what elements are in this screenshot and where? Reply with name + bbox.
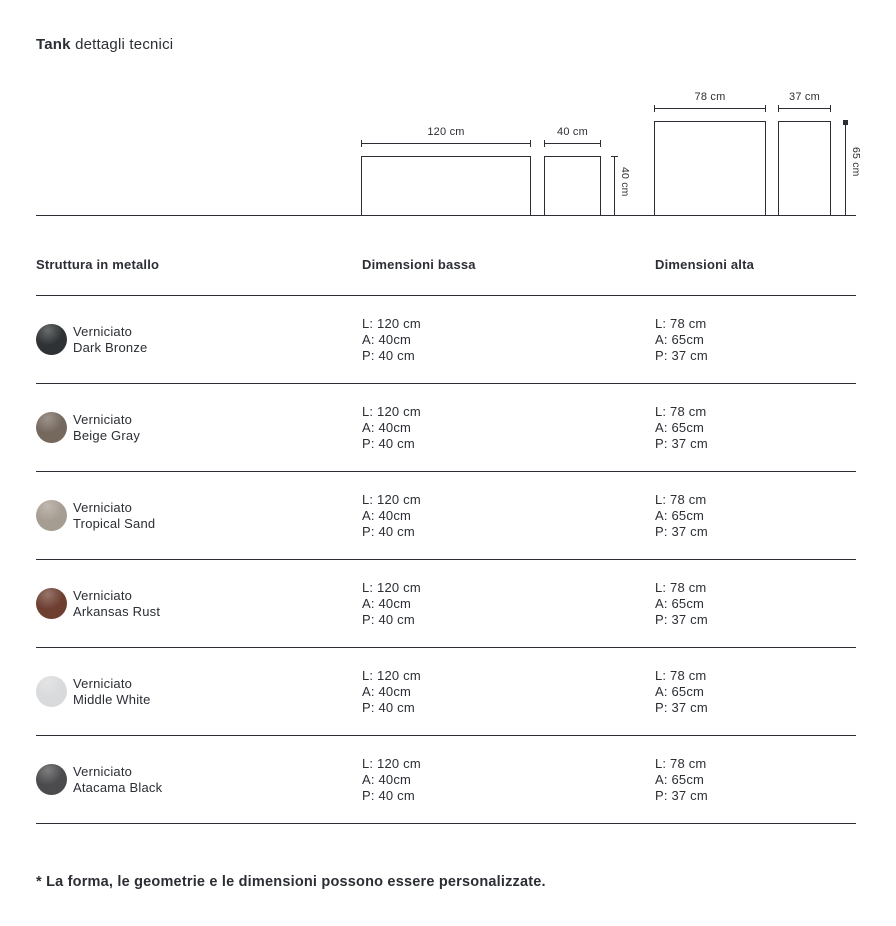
- dim-a: A: 40cm: [362, 595, 412, 611]
- dim-a: A: 40cm: [362, 507, 412, 523]
- header-dimensioni-alta: Dimensioni alta: [655, 257, 755, 272]
- dim-l: L: 78 cm: [655, 315, 707, 331]
- table-header-row: [36, 248, 856, 296]
- dimensions-bassa: [362, 580, 655, 628]
- table-row: [36, 560, 856, 648]
- dim-label-tall-depth: 37 cm: [789, 91, 820, 103]
- dim-p: P: 37 cm: [655, 699, 708, 715]
- dim-p: P: 40 cm: [362, 699, 415, 715]
- color-name: Atacama Black: [73, 779, 163, 795]
- finish-type: Verniciato: [73, 411, 133, 427]
- dim-line-low-depth: [544, 143, 601, 144]
- finish-cell: [36, 500, 362, 532]
- dim-label-tall-width: 78 cm: [694, 91, 726, 103]
- dim-label-low-width: 120 cm: [427, 126, 465, 138]
- customization-footnote: * La forma, le geometrie e le dimensioni possono essere personalizzate.: [36, 874, 546, 890]
- color-swatch: [36, 412, 67, 443]
- finish-label: [73, 588, 160, 620]
- low-version-front-outline: [361, 156, 531, 216]
- dimensions-alta: [655, 492, 856, 540]
- color-swatch: [36, 676, 67, 707]
- dim-l: L: 120 cm: [362, 403, 421, 419]
- dim-p: P: 40 cm: [362, 347, 415, 363]
- dim-l: L: 78 cm: [655, 403, 707, 419]
- dim-label-tall-height: 65 cm: [850, 147, 862, 177]
- finish-type: Verniciato: [73, 323, 133, 339]
- dimensions-bassa: [362, 404, 655, 452]
- table-row: [36, 296, 856, 384]
- tall-version-side-outline: [778, 121, 831, 216]
- finish-type: Verniciato: [73, 587, 133, 603]
- finish-type: Verniciato: [73, 499, 133, 515]
- dim-l: L: 120 cm: [362, 755, 421, 771]
- finish-cell: [36, 324, 362, 356]
- dim-l: L: 78 cm: [655, 755, 707, 771]
- finish-cell: [36, 588, 362, 620]
- dim-line-tall-width: [654, 108, 766, 109]
- dim-p: P: 40 cm: [362, 523, 415, 539]
- dim-l: L: 120 cm: [362, 579, 421, 595]
- header-dimensioni-bassa: Dimensioni bassa: [362, 257, 476, 272]
- dim-l: L: 78 cm: [655, 491, 707, 507]
- finish-label: [73, 324, 147, 356]
- finish-type: Verniciato: [73, 675, 133, 691]
- dim-p: P: 37 cm: [655, 787, 708, 803]
- dim-p: P: 40 cm: [362, 435, 415, 451]
- color-swatch: [36, 764, 67, 795]
- dim-line-low-width: [361, 143, 531, 144]
- table-row: [36, 736, 856, 824]
- dimensions-bassa: [362, 492, 655, 540]
- dim-a: A: 65cm: [655, 595, 705, 611]
- dim-line-low-height: [614, 156, 615, 216]
- dim-p: P: 37 cm: [655, 523, 708, 539]
- finish-label: [73, 676, 151, 708]
- product-name: Tank: [36, 36, 71, 53]
- dim-a: A: 65cm: [655, 507, 705, 523]
- dimensions-alta: [655, 580, 856, 628]
- dimensions-alta: [655, 668, 856, 716]
- color-name: Middle White: [73, 691, 151, 707]
- tall-version-front-outline: [654, 121, 766, 216]
- title-suffix: dettagli tecnici: [70, 36, 174, 53]
- dimensions-bassa: [362, 316, 655, 364]
- finish-cell: [36, 676, 362, 708]
- finish-cell: [36, 764, 362, 796]
- low-version-side-outline: [544, 156, 601, 216]
- table-row: [36, 472, 856, 560]
- color-name: Dark Bronze: [73, 339, 148, 355]
- dimensions-alta: [655, 404, 856, 452]
- dim-p: P: 37 cm: [655, 611, 708, 627]
- finish-label: [73, 412, 140, 444]
- dim-a: A: 40cm: [362, 331, 412, 347]
- color-name: Arkansas Rust: [73, 603, 161, 619]
- table-row: [36, 648, 856, 736]
- dim-label-low-height: 40 cm: [619, 167, 631, 197]
- color-name: Tropical Sand: [73, 515, 156, 531]
- dim-p: P: 37 cm: [655, 435, 708, 451]
- dim-a: A: 40cm: [362, 771, 412, 787]
- color-swatch: [36, 500, 67, 531]
- dim-a: A: 40cm: [362, 683, 412, 699]
- spec-table: [36, 248, 856, 824]
- dim-a: A: 65cm: [655, 771, 705, 787]
- finish-type: Verniciato: [73, 763, 133, 779]
- page-title: [36, 36, 173, 53]
- dimensions-alta: [655, 756, 856, 804]
- dim-a: A: 65cm: [655, 331, 705, 347]
- dim-l: L: 120 cm: [362, 315, 421, 331]
- dim-a: A: 40cm: [362, 419, 412, 435]
- color-swatch: [36, 324, 67, 355]
- dim-a: A: 65cm: [655, 419, 705, 435]
- dim-p: P: 40 cm: [362, 787, 415, 803]
- color-swatch: [36, 588, 67, 619]
- dim-label-low-depth: 40 cm: [557, 126, 588, 138]
- dimensions-alta: [655, 316, 856, 364]
- finish-label: [73, 500, 155, 532]
- finish-cell: [36, 412, 362, 444]
- dimensions-bassa: [362, 756, 655, 804]
- dim-l: L: 78 cm: [655, 579, 707, 595]
- dim-line-tall-height: [845, 121, 846, 216]
- dim-a: A: 65cm: [655, 683, 705, 699]
- dim-l: L: 78 cm: [655, 667, 707, 683]
- dim-p: P: 40 cm: [362, 611, 415, 627]
- finish-label: [73, 764, 162, 796]
- dim-p: P: 37 cm: [655, 347, 708, 363]
- dim-l: L: 120 cm: [362, 667, 421, 683]
- dimensions-bassa: [362, 668, 655, 716]
- dim-l: L: 120 cm: [362, 491, 421, 507]
- header-struttura: Struttura in metallo: [36, 257, 160, 272]
- color-name: Beige Gray: [73, 427, 141, 443]
- dim-line-tall-depth: [778, 108, 831, 109]
- table-row: [36, 384, 856, 472]
